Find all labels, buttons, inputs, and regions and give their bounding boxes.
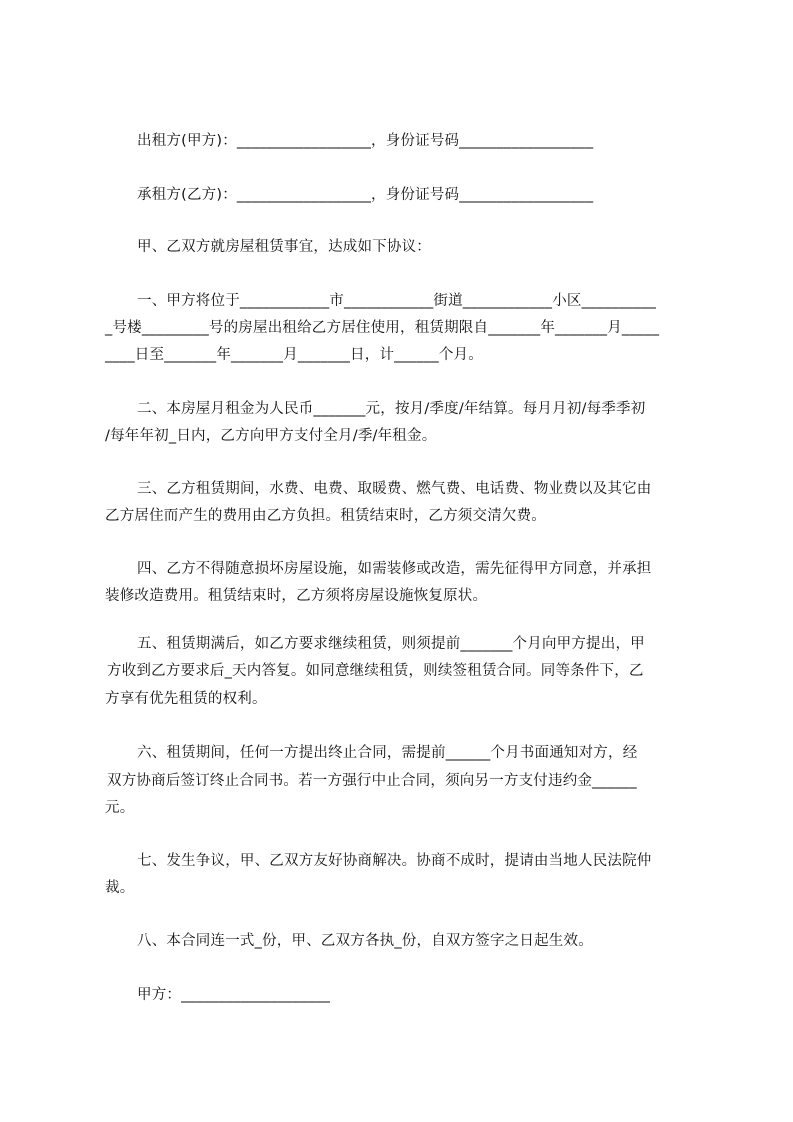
clause-5-line-3: 方享有优先租赁的权利。: [105, 691, 267, 707]
clause-5-line-2: 方收到乙方要求后_天内答复。如同意继续租赁，则续签租赁合同。同等条件下，乙: [107, 663, 644, 679]
clause-5-line-1: 五、租赁期满后，如乙方要求继续租赁，则须提前_______个月向甲方提出，甲: [137, 636, 645, 652]
clause-1-line-3: ____日至_______年_______月_______日，计______个月。: [105, 347, 483, 363]
clause-7-line-1: 七、发生争议，甲、乙双方友好协商解决。协商不成时，提请由当地人民法院仲: [137, 853, 652, 869]
clause-4-line-1: 四、乙方不得随意损坏房屋设施，如需装修或改造，需先征得甲方同意，并承担: [137, 561, 652, 577]
clause-2-line-2: /每年年初_日内，乙方向甲方支付全月/季/年租金。: [105, 428, 437, 444]
clause-6-line-3: 元。: [105, 800, 135, 816]
party-a-line: 出租方(甲方)：__________________，身份证号码__________________: [137, 133, 594, 149]
clause-4-line-2: 装修改造费用。租赁结束时，乙方须将房屋设施恢复原状。: [105, 588, 488, 604]
clause-3-line-2: 乙方居住而产生的费用由乙方负担。租赁结束时，乙方须交清欠费。: [105, 508, 546, 524]
clause-8-line-1: 八、本合同连一式_份，甲、乙双方各执_份，自双方签字之日起生效。: [137, 933, 593, 949]
clause-3-line-1: 三、乙方租赁期间，水费、电费、取暖费、燃气费、电话费、物业费以及其它由: [137, 481, 652, 497]
clause-6-line-1: 六、租赁期间，任何一方提出终止合同，需提前______个月书面通知对方，经: [137, 745, 638, 761]
clause-1-line-2: _号楼_________号的房屋出租给乙方居住使用，租赁期限自_______年_______月_____: [105, 320, 660, 336]
clause-1-line-1: 一、甲方将位于____________市____________街道____________小区__________: [137, 293, 657, 309]
clause-6-line-2: 双方协商后签订终止合同书。若一方强行中止合同，须向另一方支付违约金______: [107, 773, 637, 789]
intro-line: 甲、乙双方就房屋租赁事宜，达成如下协议：: [137, 239, 431, 255]
signature-party-a: 甲方：____________________: [137, 987, 331, 1003]
clause-7-line-2: 裁。: [105, 880, 135, 896]
party-b-line: 承租方(乙方)：__________________，身份证号码__________________: [137, 187, 594, 203]
clause-2-line-1: 二、本房屋月租金为人民币_______元，按月/季度/年结算。每月月初/每季季初: [137, 401, 646, 417]
